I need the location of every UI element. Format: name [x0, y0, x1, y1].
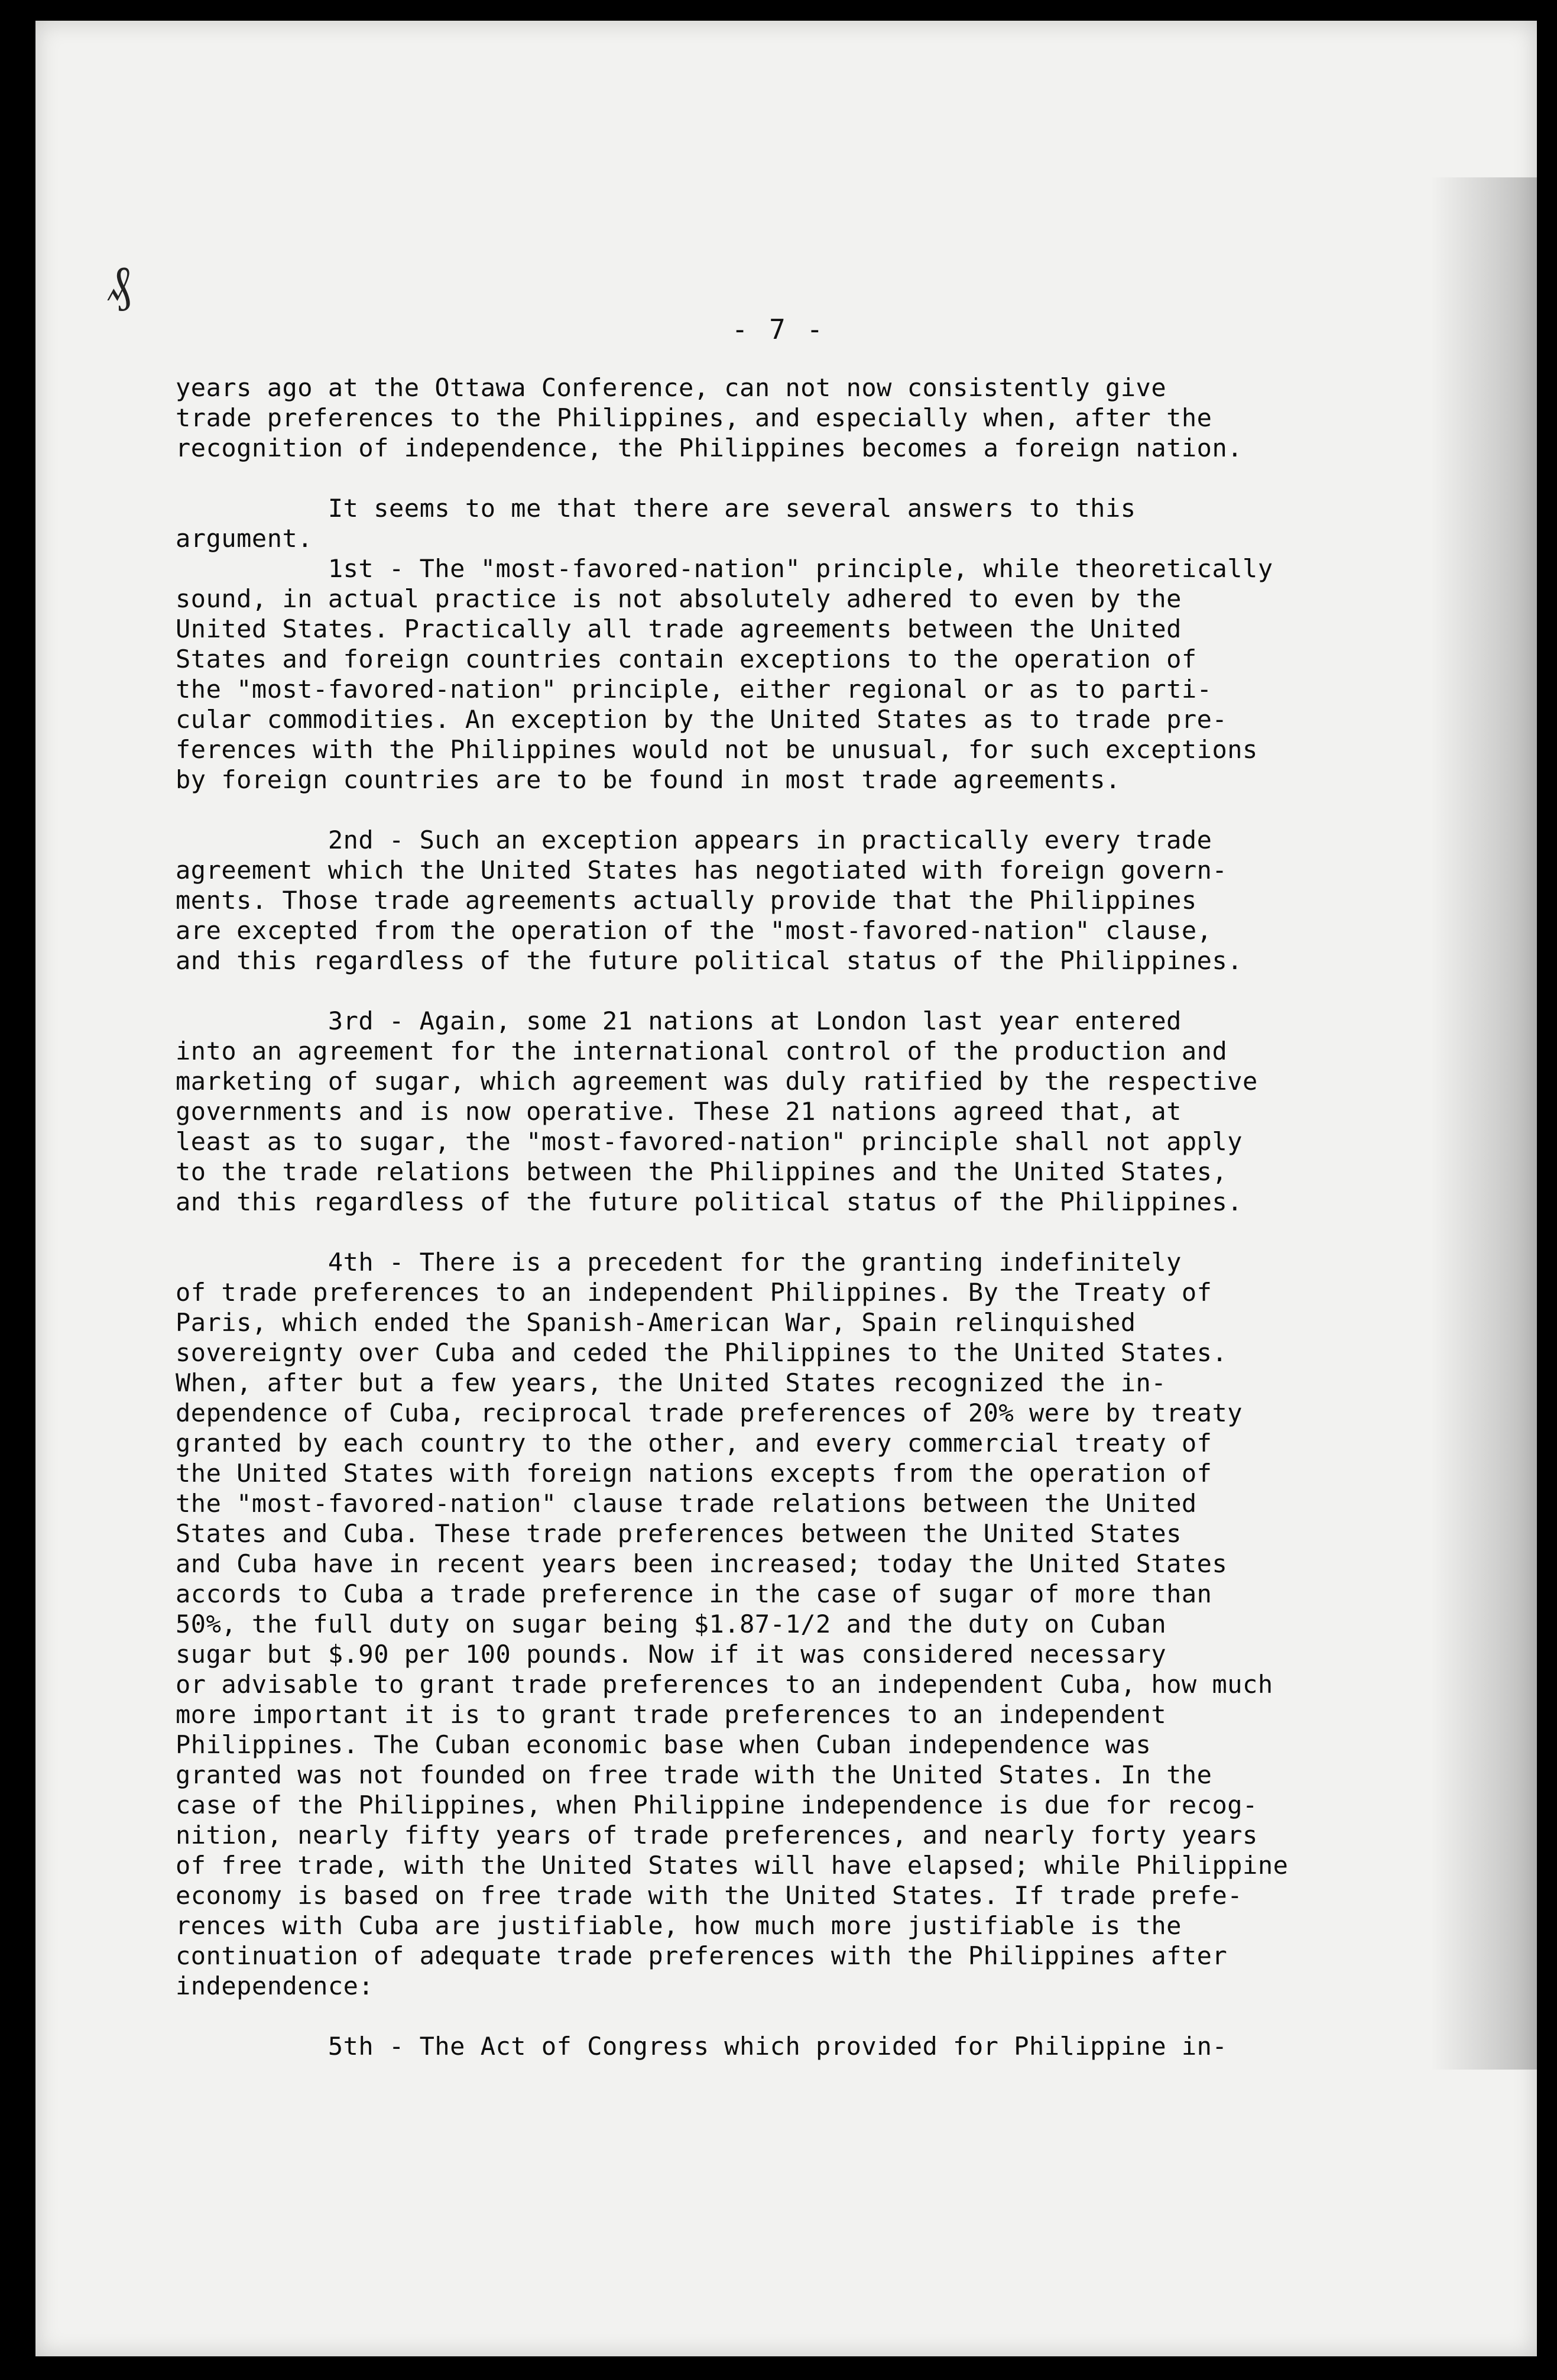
text-line: trade preferences to the Philippines, and especially when, after the: [176, 403, 1212, 432]
text-line: sound, in actual practice is not absolutely adhered to even by the: [176, 584, 1182, 613]
text-line: 4th - There is a precedent for the granting indefinitely: [176, 1248, 1182, 1277]
paragraph: [176, 1006, 1494, 1217]
text-line: 2nd - Such an exception appears in practically every trade: [176, 825, 1212, 854]
paragraph: [176, 825, 1494, 976]
text-line: argument.: [176, 524, 313, 553]
paragraph: [176, 2031, 1494, 2061]
text-line: sugar but $.90 per 100 pounds. Now if it was considered necessary: [176, 1640, 1167, 1669]
text-line: cular commodities. An exception by the United States as to trade pre-: [176, 705, 1228, 734]
text-line: States and foreign countries contain exceptions to the operation of: [176, 645, 1197, 673]
text-line: and this regardless of the future political status of the Philippines.: [176, 946, 1243, 975]
text-line: 50%, the full duty on sugar being $1.87-1/2 and the duty on Cuban: [176, 1610, 1167, 1639]
text-line: United States. Practically all trade agreements between the United: [176, 614, 1182, 643]
text-line: to the trade relations between the Philippines and the United States,: [176, 1157, 1228, 1186]
text-line: more important it is to grant trade preferences to an independent: [176, 1700, 1167, 1729]
document-body: [176, 373, 1494, 2061]
text-line: the "most-favored-nation" clause trade relations between the United: [176, 1489, 1197, 1518]
text-line: the "most-favored-nation" principle, either regional or as to parti-: [176, 675, 1212, 704]
text-line: When, after but a few years, the United States recognized the in-: [176, 1368, 1167, 1397]
page-number: - 7 -: [731, 313, 826, 345]
text-line: 3rd - Again, some 21 nations at London last year entered: [176, 1006, 1182, 1035]
text-line: or advisable to grant trade preferences to an independent Cuba, how much: [176, 1670, 1273, 1699]
text-line: It seems to me that there are several answers to this: [176, 494, 1136, 523]
text-line: ments. Those trade agreements actually provide that the Philippines: [176, 886, 1197, 915]
text-line: are excepted from the operation of the "most-favored-nation" clause,: [176, 916, 1212, 945]
text-line: granted was not founded on free trade with the United States. In the: [176, 1760, 1212, 1789]
paragraph: [176, 1247, 1494, 2001]
text-line: least as to sugar, the "most-favored-nation" principle shall not apply: [176, 1127, 1243, 1156]
paragraph: [176, 493, 1494, 795]
text-line: case of the Philippines, when Philippine independence is due for recog-: [176, 1790, 1258, 1819]
text-line: and this regardless of the future political status of the Philippines.: [176, 1187, 1243, 1216]
text-line: of free trade, with the United States will have elapsed; while Philippine: [176, 1851, 1289, 1880]
text-line: years ago at the Ottawa Conference, can not now consistently give: [176, 373, 1167, 402]
text-line: and Cuba have in recent years been increased; today the United States: [176, 1549, 1228, 1578]
text-line: agreement which the United States has negotiated with foreign govern-: [176, 856, 1228, 885]
text-line: States and Cuba. These trade preferences between the United States: [176, 1519, 1182, 1548]
text-line: the United States with foreign nations excepts from the operation of: [176, 1459, 1212, 1488]
text-line: rences with Cuba are justifiable, how much more justifiable is the: [176, 1911, 1182, 1940]
text-line: Paris, which ended the Spanish-American War, Spain relinquished: [176, 1308, 1136, 1337]
text-line: independence:: [176, 1971, 374, 2000]
text-line: 5th - The Act of Congress which provided for Philippine in-: [176, 2032, 1228, 2061]
text-line: 1st - The "most-favored-nation" principle, while theoretically: [176, 554, 1273, 583]
text-line: accords to Cuba a trade preference in the case of sugar of more than: [176, 1579, 1212, 1608]
text-line: nition, nearly fifty years of trade preferences, and nearly forty years: [176, 1821, 1258, 1850]
text-line: by foreign countries are to be found in most trade agreements.: [176, 765, 1121, 794]
text-line: of trade preferences to an independent Philippines. By the Treaty of: [176, 1278, 1212, 1307]
text-line: dependence of Cuba, reciprocal trade preferences of 20% were by treaty: [176, 1398, 1243, 1427]
text-line: marketing of sugar, which agreement was duly ratified by the respective: [176, 1067, 1258, 1096]
text-line: granted by each country to the other, and every commercial treaty of: [176, 1429, 1212, 1458]
margin-mark: ₰: [106, 254, 131, 312]
text-line: sovereignty over Cuba and ceded the Philippines to the United States.: [176, 1338, 1228, 1367]
text-line: continuation of adequate trade preferences with the Philippines after: [176, 1941, 1228, 1970]
text-line: recognition of independence, the Philippines becomes a foreign nation.: [176, 433, 1243, 462]
text-line: into an agreement for the international control of the production and: [176, 1037, 1228, 1066]
text-line: governments and is now operative. These 21 nations agreed that, at: [176, 1097, 1182, 1126]
text-line: ferences with the Philippines would not be unusual, for such exceptions: [176, 735, 1258, 764]
text-line: economy is based on free trade with the United States. If trade prefe-: [176, 1881, 1243, 1910]
text-line: Philippines. The Cuban economic base when Cuban independence was: [176, 1730, 1151, 1759]
paragraph: [176, 373, 1494, 463]
